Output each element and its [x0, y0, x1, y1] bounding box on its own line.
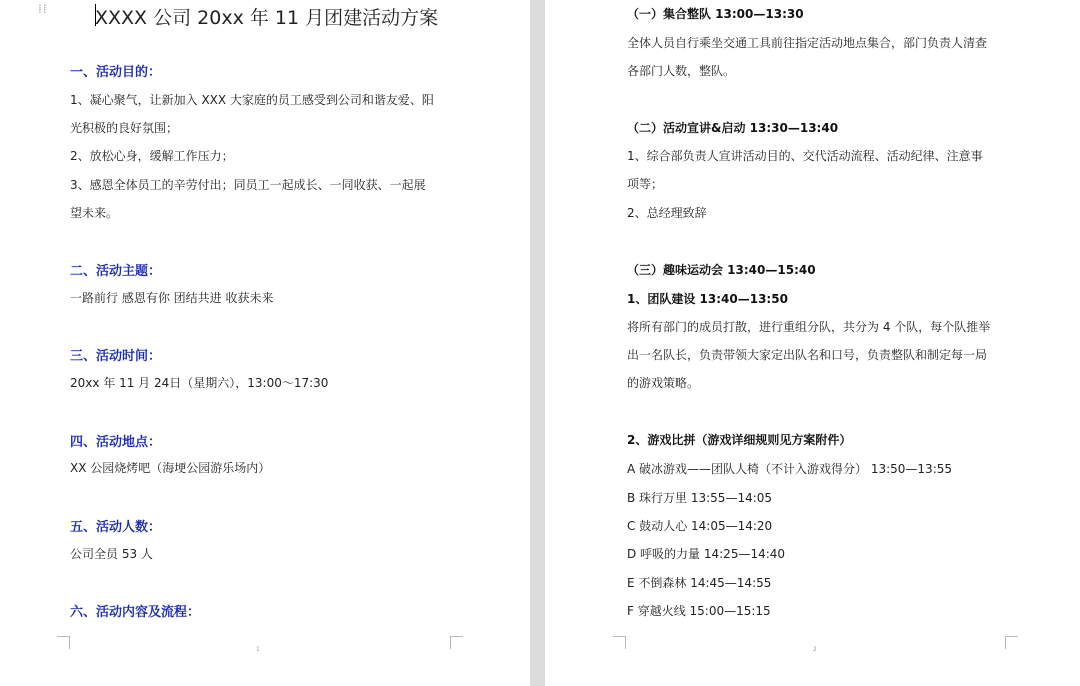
paragraph-line: 将所有部门的成员打散，进行重组分队，共分为 4 个队，每个队推举 [627, 320, 991, 334]
subsection-heading: （一）集合整队 13:00—13:30 [627, 7, 804, 21]
paragraph-line: 光积极的良好氛围； [70, 121, 179, 135]
section-heading-location: 四、活动地点： [70, 435, 162, 450]
section-heading-theme: 二、活动主题： [70, 264, 162, 279]
game-item: B 珠行万里 13:55—14:05 [627, 491, 773, 505]
paragraph-line: 各部门人数，整队。 [627, 64, 736, 78]
document-page-2 [545, 0, 1080, 686]
game-item: F 穿越火线 15:00—15:15 [627, 604, 771, 618]
paragraph-line: 2、放松心身，缓解工作压力； [70, 149, 234, 163]
paragraph-line: 1、凝心聚气，让新加入 XXX 大家庭的员工感受到公司和谐友爱、阳 [70, 93, 434, 107]
subsection-heading: 2、游戏比拼（游戏详细规则见方案附件） [627, 433, 852, 447]
paragraph-line: 2、总经理致辞 [627, 206, 707, 220]
subsection-heading: （三）趣味运动会 13:40—15:40 [627, 263, 816, 277]
game-item: C 鼓动人心 14:05—14:20 [627, 519, 773, 533]
margin-corner-mark [1005, 636, 1018, 649]
margin-corner-mark [57, 636, 70, 649]
section-heading-purpose: 一、活动目的： [70, 65, 162, 80]
drag-handle-icon[interactable]: ⁞⁞ [38, 2, 48, 16]
section-heading-content: 六、活动内容及流程： [70, 605, 201, 620]
subsection-heading: 1、团队建设 13:40—13:50 [627, 292, 788, 306]
section-heading-time: 三、活动时间： [70, 349, 162, 364]
document-title: XXXX 公司 20xx 年 11 月团建活动方案 [95, 7, 439, 29]
paragraph-line: 出一名队长，负责带领大家定出队名和口号，负责整队和制定每一局 [627, 348, 988, 362]
page-number: 1 [256, 646, 260, 653]
game-item: E 不倒森林 14:45—14:55 [627, 576, 772, 590]
page-number: 2 [813, 646, 817, 653]
game-item: D 呼吸的力量 14:25—14:40 [627, 547, 786, 561]
paragraph-line: 20xx 年 11 月 24日（星期六），13:00～17:30 [70, 376, 329, 390]
margin-corner-mark [450, 636, 463, 649]
section-heading-headcount: 五、活动人数： [70, 520, 162, 535]
paragraph-line: 3、感恩全体员工的辛劳付出；同员工一起成长、一同收获、一起展 [70, 178, 426, 192]
paragraph-line: 项等； [627, 177, 664, 191]
paragraph-line: XX 公园烧烤吧（海埂公园游乐场内） [70, 461, 271, 475]
paragraph-line: 的游戏策略。 [627, 376, 700, 390]
page-gap [530, 0, 545, 686]
paragraph-line: 望未来。 [70, 206, 119, 220]
paragraph-line: 1、综合部负责人宣讲活动目的、交代活动流程、活动纪律、注意事 [627, 149, 983, 163]
paragraph-line: 全体人员自行乘坐交通工具前往指定活动地点集合，部门负责人清查 [627, 36, 988, 50]
game-item: A 破冰游戏——团队人椅（不计入游戏得分） 13:50—13:55 [627, 462, 953, 476]
subsection-heading: （二）活动宣讲&启动 13:30—13:40 [627, 121, 839, 135]
paragraph-line: 公司全员 53 人 [70, 547, 153, 561]
document-page-1 [0, 0, 530, 686]
paragraph-line: 一路前行 感恩有你 团结共进 收获未来 [70, 291, 274, 305]
margin-corner-mark [613, 636, 626, 649]
